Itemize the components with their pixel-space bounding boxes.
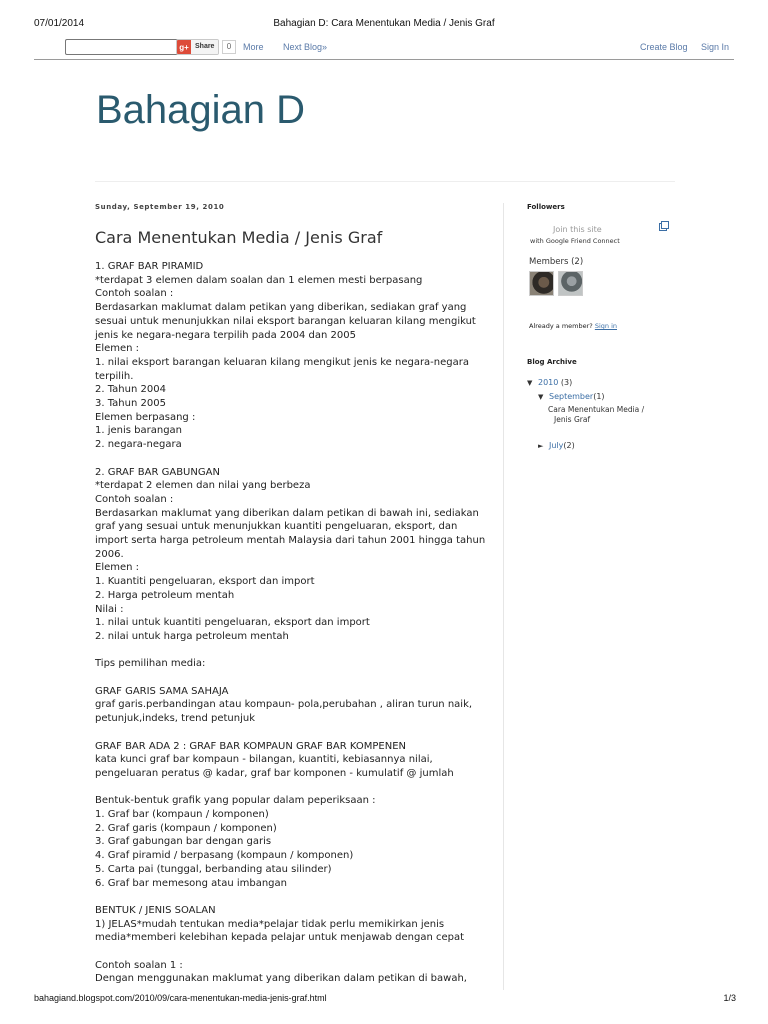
archive-post-line: Jenis Graf <box>554 415 591 424</box>
next-blog-link[interactable]: Next Blog» <box>283 42 328 52</box>
post-line: Dengan menggunakan maklumat yang diberikan dalam petikan di bawah, <box>95 973 467 985</box>
post-line: *terdapat 3 elemen dalam soalan dan 1 elemen mesti berpasang <box>95 274 423 286</box>
column-divider <box>503 203 504 990</box>
post-line: kata kunci graf bar kompaun - bilangan, kuantiti, kebiasannya nilai, <box>95 754 433 766</box>
members-label: Members (2) <box>529 257 584 267</box>
post-line: Tips pemilihan media: <box>95 658 206 670</box>
post-line: 3. Tahun 2005 <box>95 398 166 410</box>
post-line: 2. nilai untuk harga petroleum mentah <box>95 630 289 642</box>
sidebar <box>527 203 673 453</box>
post-line: 4. Graf piramid / berpasang (kompaun / komponen) <box>95 850 354 862</box>
post-line: 1) JELAS*mudah tentukan media*pelajar tidak perlu memikirkan jenis <box>95 918 445 930</box>
blog-archive <box>527 376 673 453</box>
print-page-title: Bahagian D: Cara Menentukan Media / Jenis Graf <box>273 18 495 29</box>
followers-title: Followers <box>527 203 565 211</box>
paragraph-gap <box>95 452 495 466</box>
member-avatars <box>527 271 673 296</box>
post-line: Elemen : <box>95 343 140 355</box>
paragraph-gap <box>95 644 495 658</box>
archive-year-2010 <box>527 376 673 390</box>
post-line: Contoh soalan : <box>95 288 174 300</box>
archive-year-link[interactable]: 2010 <box>538 378 559 387</box>
post-line: 2. Graf garis (kompaun / komponen) <box>95 822 277 834</box>
gplus-icon: g+ <box>177 40 191 54</box>
gfc-note: with Google Friend Connect <box>530 237 620 245</box>
post-line: 1. nilai eksport barangan keluaran kilang mengikut jenis ke negara-negara <box>95 356 469 368</box>
post-line: pengeluaran peratus @ kadar, graf bar komponen - kumulatif @ jumlah <box>95 767 454 779</box>
print-date: 07/01/2014 <box>34 18 85 29</box>
paragraph-gap <box>95 726 495 740</box>
gplus-share-button[interactable] <box>176 39 219 55</box>
already-member-text: Already a member? <box>529 322 593 330</box>
post-line: media*memberi kelebihan kepada pelajar untuk menjawab dengan cepat <box>95 932 465 944</box>
create-blog-link[interactable]: Create Blog <box>640 42 688 52</box>
post-line: 1. nilai untuk kuantiti pengeluaran, eksport dan import <box>95 617 370 629</box>
post-line: Contoh soalan 1 : <box>95 959 183 971</box>
print-url: bahagiand.blogspot.com/2010/09/cara-menentukan-media-jenis-graf.html <box>34 993 327 1003</box>
archive-year-count: (3) <box>560 378 573 387</box>
post-line: 3. Graf gabungan bar dengan garis <box>95 836 272 848</box>
paragraph-gap <box>95 945 495 959</box>
post-line: Contoh soalan : <box>95 493 174 505</box>
post-line: Bentuk-bentuk grafik yang popular dalam peperiksaan : <box>95 795 376 807</box>
post-line: petunjuk,indeks, trend petunjuk <box>95 713 255 725</box>
archive-month-link[interactable]: July <box>549 441 564 450</box>
share-label: Share <box>191 40 218 54</box>
print-page-number: 1/3 <box>723 993 736 1003</box>
more-link[interactable]: More <box>243 42 264 52</box>
blog-title[interactable]: Bahagian D <box>96 88 306 132</box>
post-line: *terdapat 2 elemen dan nilai yang berbeza <box>95 480 311 492</box>
post-column <box>95 203 495 986</box>
already-member <box>527 322 673 330</box>
post-line: import serta harga petroleum mentah Malaysia dari tahun 2001 hingga tahun <box>95 535 486 547</box>
post-line: graf yang sesuai untuk menunjukkan kuantiti pengeluaran, eksport, dan <box>95 521 458 533</box>
post-line: Elemen berpasang : <box>95 411 196 423</box>
join-site-link[interactable]: Join this site <box>553 225 602 234</box>
post-line: 2. GRAF BAR GABUNGAN <box>95 466 220 478</box>
blog-archive-title: Blog Archive <box>527 358 577 366</box>
archive-month-count: (1) <box>593 392 605 401</box>
post-line: 5. Carta pai (tunggal, berbanding atau silinder) <box>95 863 332 875</box>
post-line: 1. Graf bar (kompaun / komponen) <box>95 809 269 821</box>
post-line: 1. Kuantiti pengeluaran, eksport dan import <box>95 576 315 588</box>
blogger-navbar <box>34 36 734 60</box>
post-date: Sunday, September 19, 2010 <box>95 203 225 211</box>
member-avatar[interactable] <box>558 271 583 296</box>
post-line: Elemen : <box>95 562 140 574</box>
post-line: Nilai : <box>95 603 124 615</box>
post-line: Berdasarkan maklumat dalam petikan yang diberikan, sediakan graf yang <box>95 302 467 314</box>
sign-in-link[interactable]: Sign In <box>701 42 730 52</box>
followers-widget <box>527 225 673 253</box>
post-line: 1. GRAF BAR PIRAMID <box>95 261 204 272</box>
collapse-toggle-icon[interactable]: ▼ <box>527 379 533 387</box>
paragraph-gap <box>95 671 495 685</box>
archive-month-link[interactable]: September <box>549 392 594 401</box>
post-line: 2. Tahun 2004 <box>95 384 166 396</box>
post-line: 6. Graf bar memesong atau imbangan <box>95 877 287 889</box>
paragraph-gap <box>95 781 495 795</box>
post-body <box>95 260 495 986</box>
archive-post-link[interactable] <box>527 405 673 425</box>
expand-toggle-icon[interactable]: ► <box>538 442 544 450</box>
post-line: Berdasarkan maklumat yang diberikan dalam petikan di bawah ini, sediakan <box>95 507 479 519</box>
post-line: GRAF GARIS SAMA SAHAJA <box>95 685 229 697</box>
post-line: 1. jenis barangan <box>95 425 183 437</box>
header-divider <box>95 181 675 182</box>
post-line: sesuai untuk menunjukkan nilai eksport barangan keluaran kilang mengikut <box>95 315 476 327</box>
post-line: GRAF BAR ADA 2 : GRAF BAR KOMPAUN GRAF BAR KOMPENEN <box>95 740 407 752</box>
popout-icon[interactable] <box>659 221 669 231</box>
post-line: graf garis.perbandingan atau kompaun- pola,perubahan , aliran turun naik, <box>95 699 473 711</box>
post-line: BENTUK / JENIS SOALAN <box>95 904 216 916</box>
post-line: jenis ke negara-negara terpilih pada 2004 dan 2005 <box>95 329 356 341</box>
sidebar-sign-in-link[interactable]: Sign in <box>594 322 618 330</box>
collapse-toggle-icon[interactable]: ▼ <box>538 393 544 401</box>
post-line: 2006. <box>95 548 124 560</box>
archive-month-count: (2) <box>563 441 575 450</box>
paragraph-gap <box>95 890 495 904</box>
post-title[interactable]: Cara Menentukan Media / Jenis Graf <box>95 228 383 247</box>
archive-month-september <box>527 390 673 404</box>
share-count: 0 <box>222 40 236 54</box>
archive-post-line: Cara Menentukan Media / <box>548 405 645 414</box>
post-line: 2. Harga petroleum mentah <box>95 589 235 601</box>
post-line: terpilih. <box>95 370 134 382</box>
post-line: 2. negara-negara <box>95 439 182 451</box>
member-avatar[interactable] <box>529 271 554 296</box>
archive-month-july <box>527 439 673 453</box>
